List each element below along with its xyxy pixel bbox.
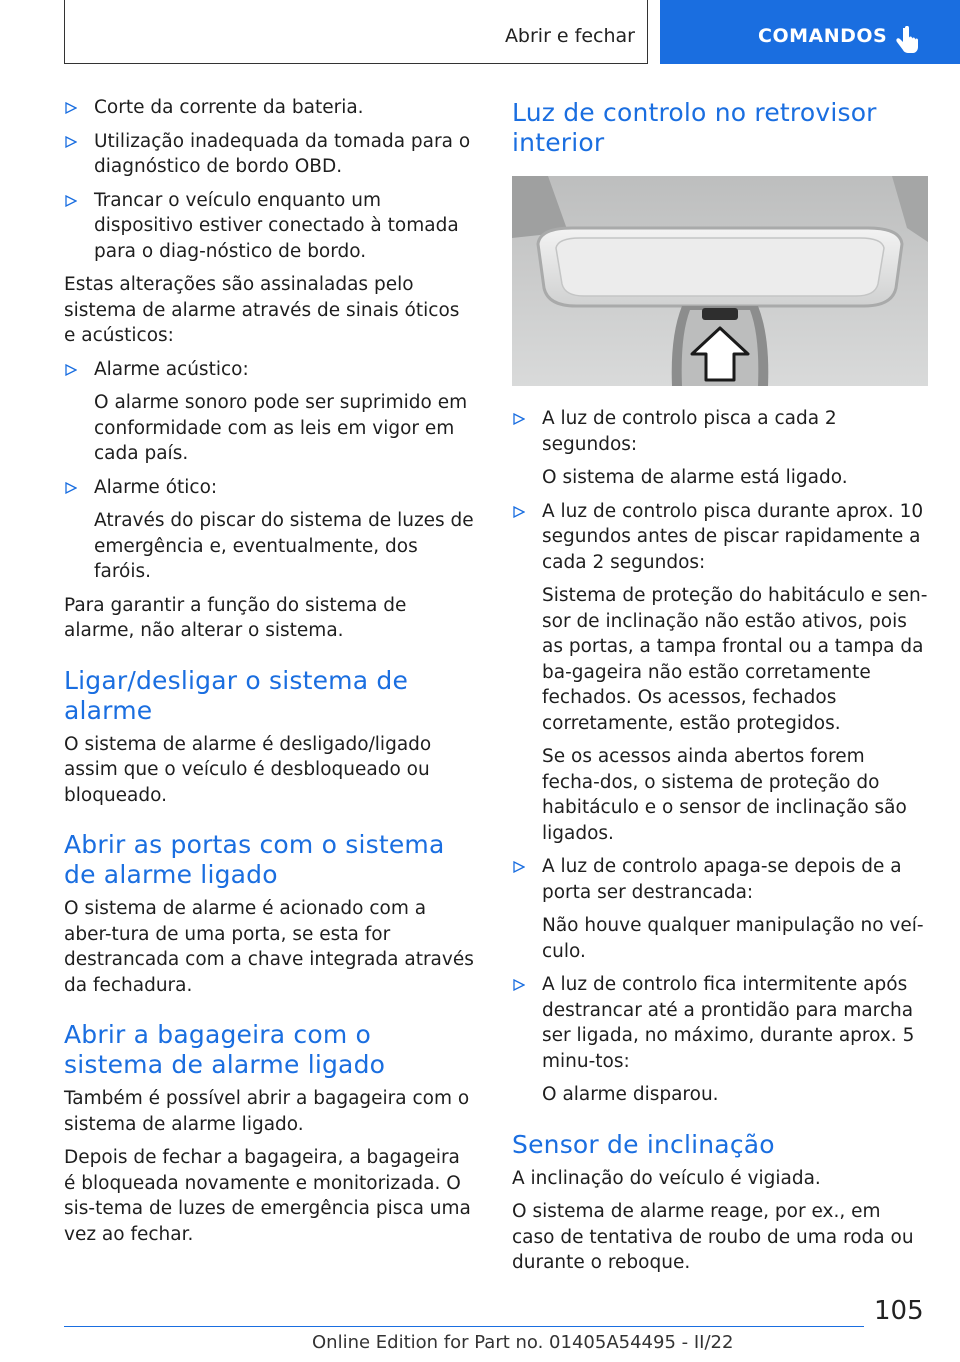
- rearview-mirror-image: [512, 176, 928, 386]
- list-item-detail: Não houve qualquer manipulação no veí-culo.: [542, 915, 924, 962]
- triangle-bullet-icon: [513, 506, 525, 518]
- header-chapter-label: COMANDOS: [758, 25, 888, 47]
- rearview-mirror-illustration: [512, 176, 928, 386]
- triangle-bullet-icon: [513, 979, 525, 991]
- pointing-hand-icon: [894, 26, 920, 56]
- list-item: Utilização inadequada da tomada para o diagnóstico de bordo OBD.: [64, 129, 476, 180]
- list-item: A luz de controlo fica intermitente após destrancar até a prontidão para marcha ser ligada, no máximo, durante aprox. 5 minu-tos:: [512, 972, 928, 1074]
- section-text-tilt-sensor-2: O sistema de alarme reage, por ex., em caso de tentativa de roubo de uma roda ou durante o reboque.: [512, 1201, 914, 1273]
- list-item: A luz de controlo apaga-se depois de a porta ser destrancada:: [512, 854, 928, 905]
- header-section-box: [64, 0, 648, 64]
- section-text-toggle-alarm: O sistema de alarme é desligado/ligado assim que o veículo é desbloqueado ou bloqueado.: [64, 733, 432, 806]
- section-title-open-doors: Abrir as portas com o sistema de alarme ligado: [64, 830, 445, 889]
- right-column: [512, 98, 928, 1284]
- triangle-bullet-icon: [65, 136, 77, 148]
- section-title-open-trunk: Abrir a bagageira com o sistema de alarme ligado: [64, 1020, 386, 1079]
- list-item-detail: Se os acessos ainda abertos forem fecha-dos, o sistema de proteção do habitáculo e o sensor de inclinação são ligados.: [542, 746, 907, 844]
- section-title-toggle-alarm: Ligar/desligar o sistema de alarme: [64, 665, 409, 725]
- list-item-alarm-optic: Alarme ótico:: [64, 475, 476, 501]
- section-text-open-doors: O sistema de alarme é acionado com a aber-tura de uma porta, se esta for destrancada com a chave integrada através da fechadura.: [64, 898, 474, 996]
- left-column: [64, 95, 476, 1255]
- footer-edition-text: Online Edition for Part no. 01405A54495 - II/22: [312, 1332, 734, 1353]
- triangle-bullet-icon: [513, 413, 525, 425]
- list-item: A luz de controlo pisca a cada 2 segundos:: [512, 406, 928, 457]
- list-item-detail: O sistema de alarme está ligado.: [542, 467, 848, 488]
- section-title-tilt-sensor: Sensor de inclinação: [512, 1129, 775, 1159]
- section-text-open-trunk-2: Depois de fechar a bagageira, a bagageira é bloqueada novamente e monitorizada. O sis-tema de luzes de emergência pisca uma vez ao fechar.: [64, 1147, 471, 1245]
- section-text-tilt-sensor-1: A inclinação do veículo é vigiada.: [512, 1167, 821, 1189]
- paragraph-guarantee: Para garantir a função do sistema de alarme, não alterar o sistema.: [64, 594, 407, 641]
- list-item-detail: Sistema de proteção do habitáculo e sen-sor de inclinação não estão ativos, pois as portas, a tampa frontal ou a tampa da ba-gageira não estão corretamente fechados. Os acessos, fechados corretamente, estão protegidos.: [542, 585, 928, 734]
- section-title-indicator-light: Luz de controlo no retrovisor interior: [512, 98, 877, 157]
- list-item: A luz de controlo pisca durante aprox. 10 segundos antes de piscar rapidamente a cada 2 segundos:: [512, 499, 928, 576]
- triangle-bullet-icon: [65, 482, 77, 494]
- paragraph-signals: Estas alterações são assinaladas pelo sistema de alarme através de sinais óticos e acústicos:: [64, 274, 460, 346]
- alarm-acoustic-detail: O alarme sonoro pode ser suprimido em conformidade com as leis em vigor em cada país.: [94, 392, 468, 464]
- alarm-optic-detail: Através do piscar do sistema de luzes de emergência e, eventualmente, dos faróis.: [94, 510, 474, 582]
- triangle-bullet-icon: [65, 102, 77, 114]
- triangle-bullet-icon: [65, 195, 77, 207]
- triangle-bullet-icon: [513, 861, 525, 873]
- list-item-detail: O alarme disparou.: [542, 1084, 719, 1105]
- footer-divider: [64, 1326, 864, 1327]
- section-text-open-trunk-1: Também é possível abrir a bagageira com o sistema de alarme ligado.: [64, 1088, 470, 1135]
- list-item: Trancar o veículo enquanto um dispositivo estiver conectado à tomada para o diag-nóstico de bordo.: [64, 188, 476, 265]
- header-chapter-tab[interactable]: [660, 0, 960, 64]
- triangle-bullet-icon: [65, 364, 77, 376]
- page-number: 105: [874, 1296, 924, 1326]
- list-item: Corte da corrente da bateria.: [64, 95, 476, 121]
- list-item-alarm-acoustic: Alarme acústico:: [64, 357, 476, 383]
- header-section-label: Abrir e fechar: [504, 25, 635, 47]
